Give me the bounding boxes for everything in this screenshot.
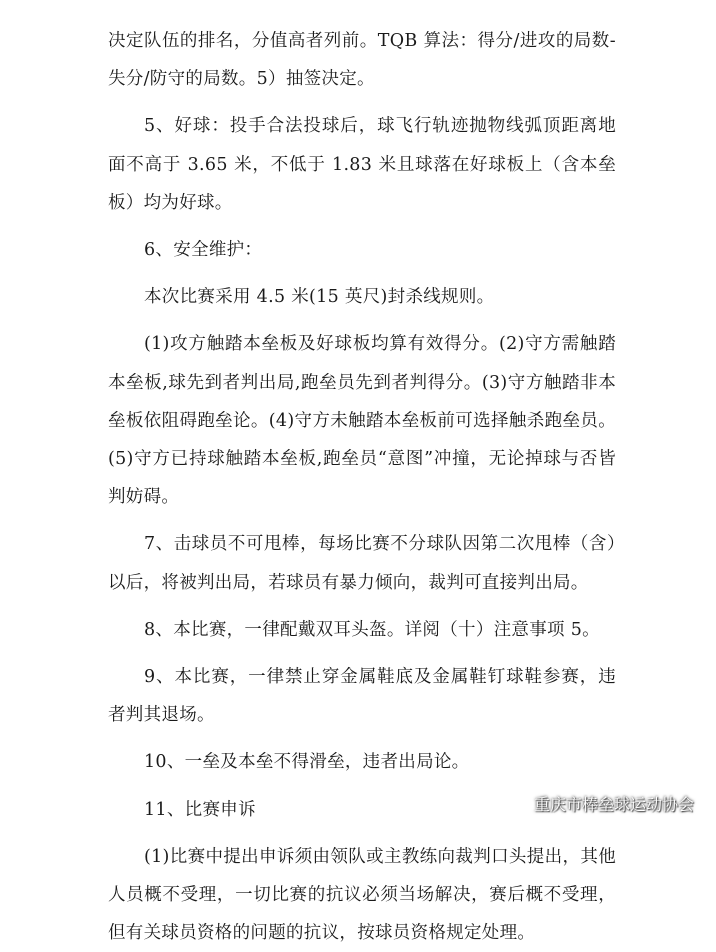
paragraph-appeal-rule: (1)比赛中提出申诉须由领队或主教练向裁判口头提出，其他人员概不受理，一切比赛的抗议必须当场解决，赛后概不受理，但有关球员资格的问题的抗议，按球员资格规定处理。: [108, 846, 616, 944]
wechat-icon: [498, 793, 528, 815]
paragraph-cleats-rule: 9、本比赛，一律禁止穿金属鞋底及金属鞋钉球鞋参赛，违者判其退场。: [108, 667, 616, 726]
paragraph-bat-throw-rule: 7、击球员不可甩棒，每场比赛不分球队因第二次甩棒（含）以后，将被判出局，若球员有暴力倾向，裁判可直接判出局。: [108, 534, 616, 593]
paragraph-helmet-rule: 8、本比赛，一律配戴双耳头盔。详阅（十）注意事项 5。: [144, 619, 600, 640]
paragraph-safety-heading: 6、安全维护：: [144, 240, 263, 261]
paragraph-strike-rule: 5、好球：投手合法投球后，球飞行轨迹抛物线弧顶距离地面不高于 3.65 米，不低于 1.83 米且球落在好球板上（含本垒板）均为好球。: [108, 116, 616, 213]
paragraph-appeal-heading: 11、比赛申诉: [144, 799, 256, 820]
paragraph-sliding-rule: 10、一垒及本垒不得滑垒，违者出局论。: [144, 752, 470, 773]
source-watermark: [498, 792, 694, 815]
paragraph-tqb-rule: 决定队伍的排名，分值高者列前。TQB 算法：得分/进攻的局数-失分/防守的局数。5）抽签决定。: [108, 31, 616, 90]
paragraph-force-line-rule: 本次比赛采用 4.5 米(15 英尺)封杀线规则。: [144, 287, 495, 308]
paragraph-home-plate-rules: (1)攻方触踏本垒板及好球板均算有效得分。(2)守方需触踏本垒板,球先到者判出局,跑垒员先到者判得分。(3)守方触踏非本垒板依阻碍跑垒论。(4)守方未触踏本垒板前可选择触杀跑垒员。(5)守方已持球触踏本垒板,跑垒员“意图”冲撞，无论掉球与否皆判妨碍。: [108, 334, 616, 508]
watermark-text: 重庆市棒垒球运动协会: [533, 795, 694, 814]
